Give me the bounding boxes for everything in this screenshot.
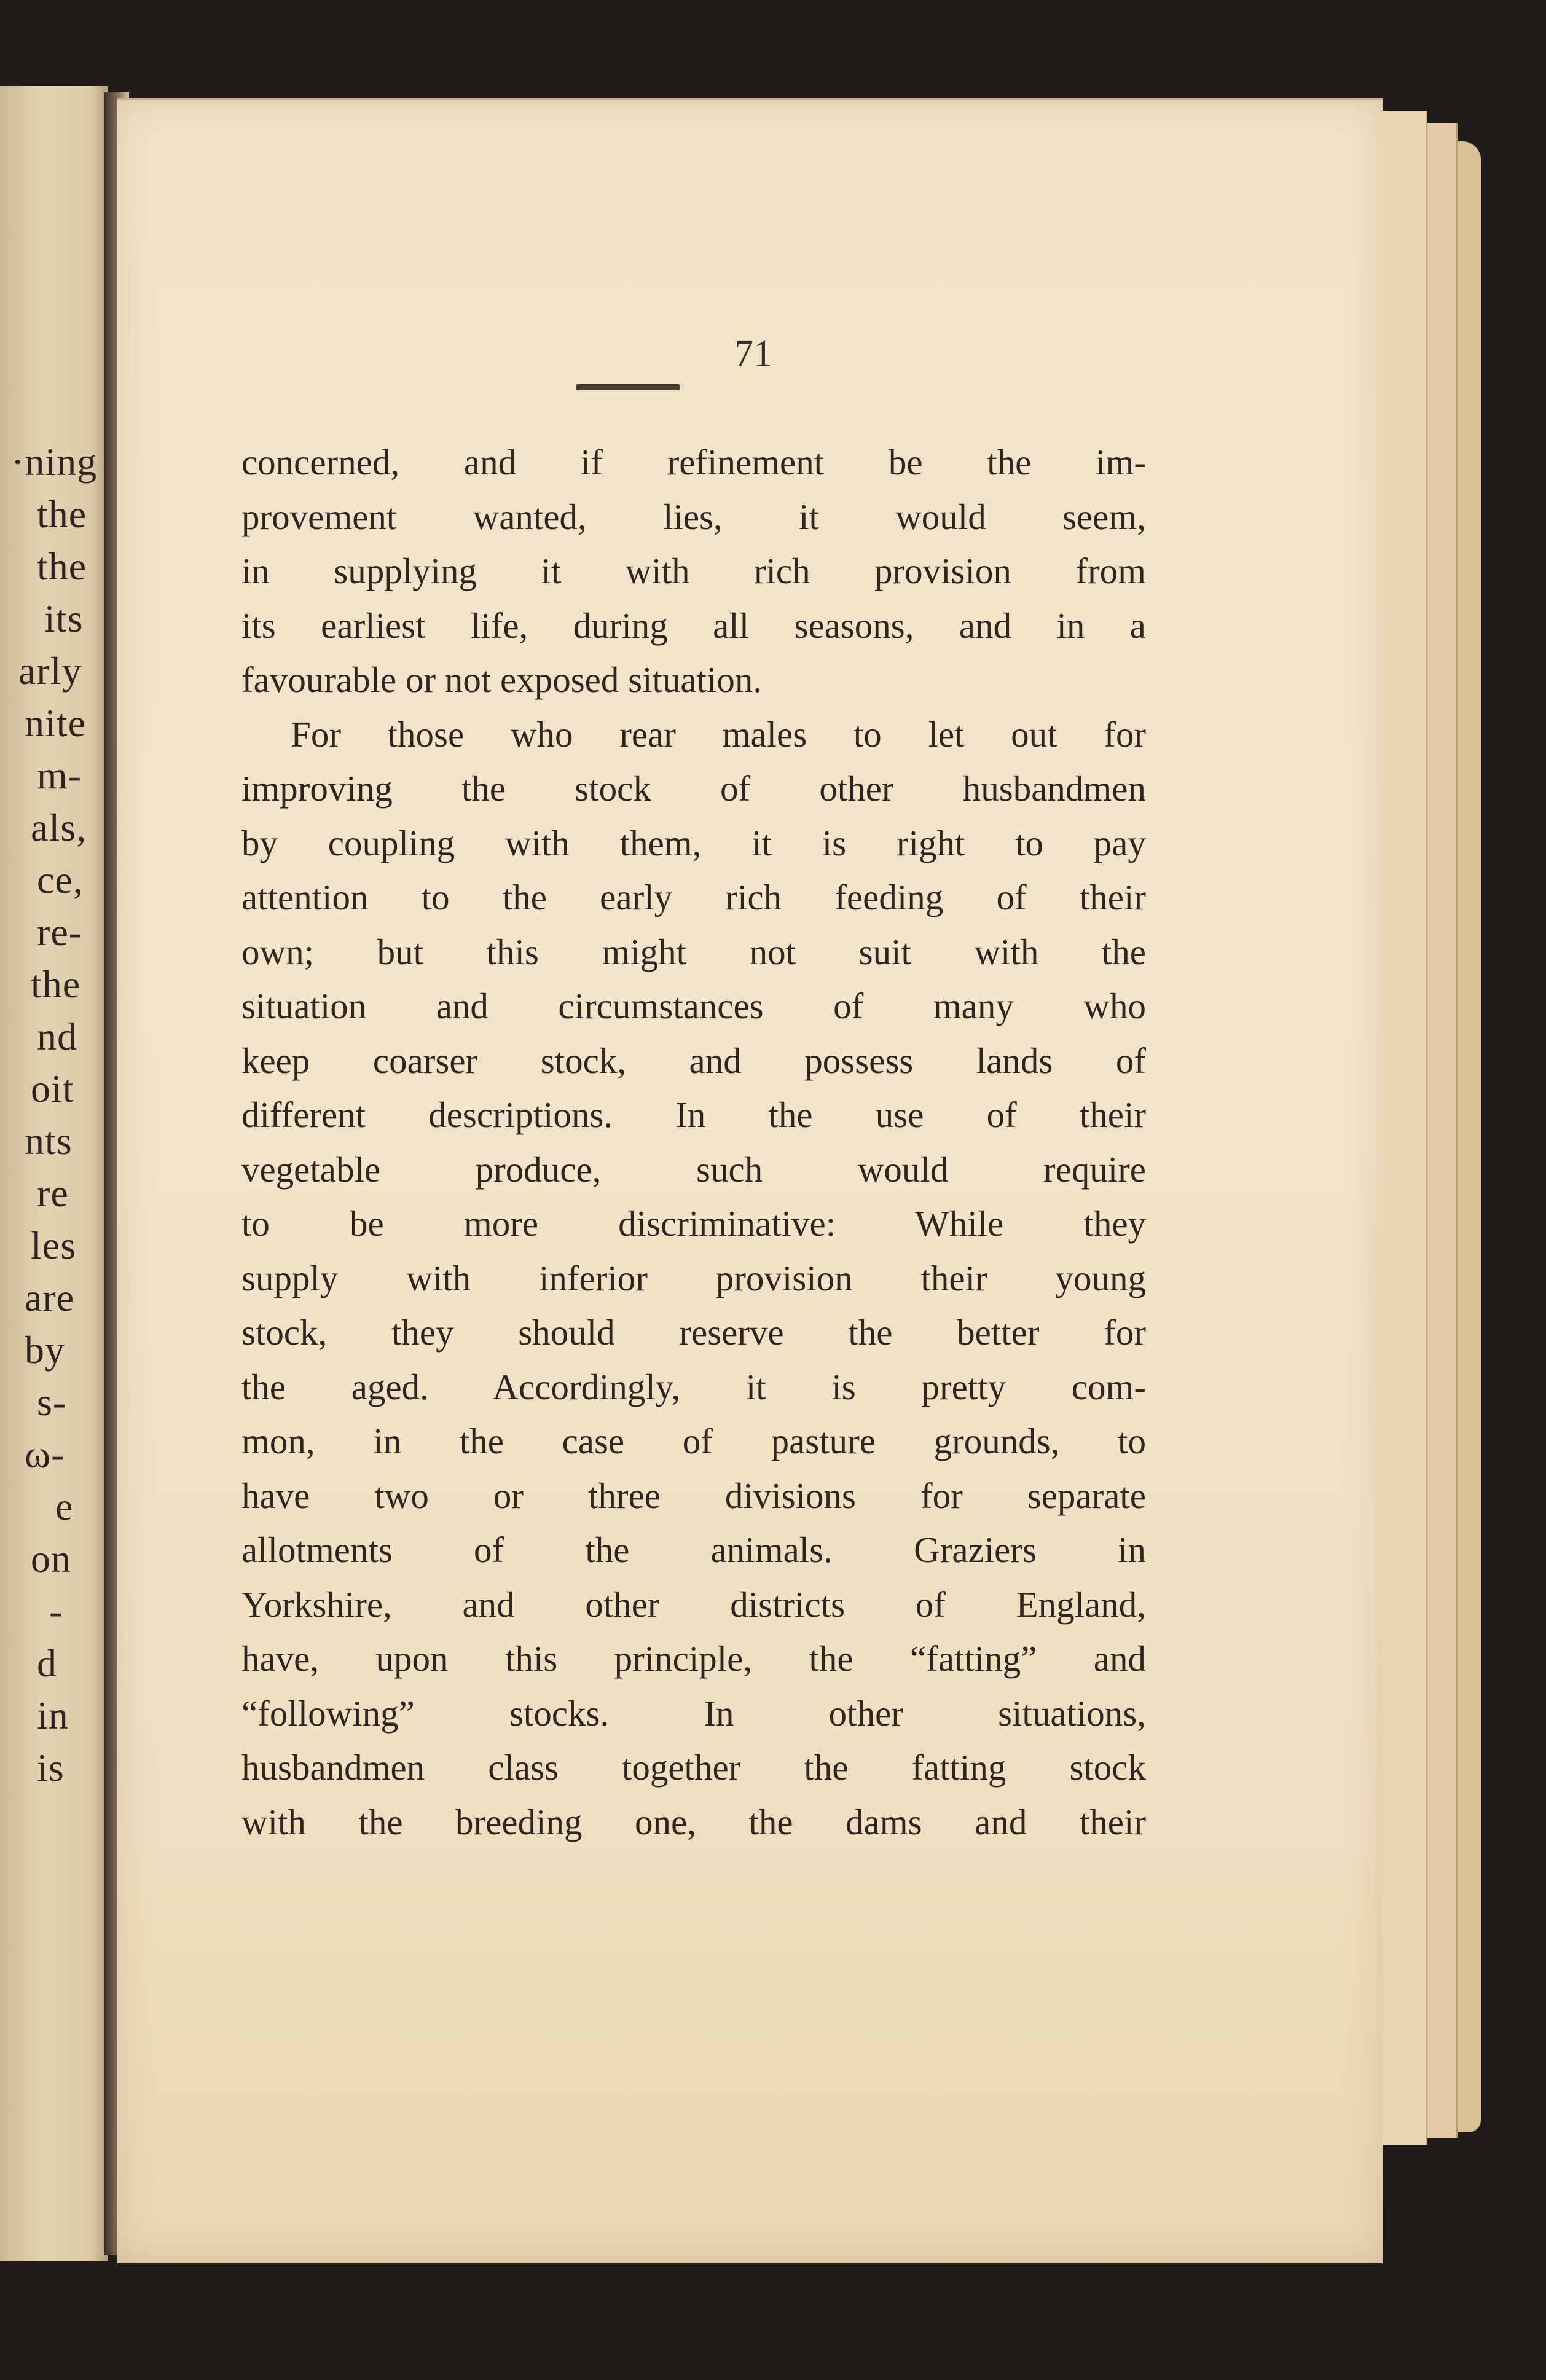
text-line: mon, in the case of pasture grounds, to: [241, 1421, 1146, 1461]
body-text: [241, 435, 1146, 1849]
left-fragment: the: [31, 962, 81, 1006]
left-fragment: m-: [37, 753, 82, 797]
book-page: [117, 98, 1383, 2263]
left-fragment: arly: [18, 649, 82, 693]
text-line: “following” stocks. In other situations,: [241, 1692, 1146, 1734]
adjacent-page-left: [0, 86, 108, 2261]
text-line: its earliest life, during all seasons, and in a: [241, 605, 1146, 646]
text-line: provement wanted, lies, it would seem,: [241, 496, 1146, 537]
left-fragment: nd: [37, 1015, 77, 1058]
text-line: husbandmen class together the fatting stock: [241, 1747, 1146, 1788]
text-line: by coupling with them, it is right to pay: [241, 822, 1146, 863]
text-line: improving the stock of other husbandmen: [241, 768, 1146, 809]
paragraph-start-line: For those who rear males to let out for: [291, 713, 1146, 755]
left-fragment: e: [55, 1485, 74, 1528]
left-fragment: on: [31, 1537, 71, 1581]
left-fragment: the: [37, 544, 87, 588]
text-line: stock, they should reserve the better for: [241, 1312, 1146, 1353]
left-fragment: -: [49, 1589, 63, 1633]
left-fragment: its: [44, 597, 84, 640]
left-fragment: nts: [25, 1119, 73, 1163]
left-fragment: les: [31, 1223, 77, 1267]
text-line: attention to the early rich feeding of their: [241, 877, 1146, 917]
text-line: the aged. Accordingly, it is pretty com-: [241, 1366, 1146, 1407]
left-fragment: re-: [37, 910, 83, 954]
text-line: have two or three divisions for separate: [241, 1475, 1146, 1516]
text-line: favourable or not exposed situation.: [241, 659, 763, 700]
text-line: vegetable produce, such would require: [241, 1149, 1146, 1190]
text-line: to be more discriminative: While they: [241, 1203, 1146, 1244]
left-fragment: are: [25, 1276, 75, 1319]
text-line: allotments of the animals. Graziers in: [241, 1530, 1146, 1570]
left-fragment: oit: [31, 1067, 74, 1110]
text-line: have, upon this principle, the “fatting” and: [241, 1638, 1146, 1679]
left-fragment: re: [37, 1171, 69, 1215]
left-fragment: als,: [31, 806, 87, 849]
text-line: situation and circumstances of many who: [241, 986, 1146, 1026]
header-rule: [576, 384, 680, 390]
text-line: supply with inferior provision their young: [241, 1257, 1146, 1298]
text-line: concerned, and if refinement be the im-: [241, 442, 1146, 482]
left-fragment: the: [37, 492, 87, 536]
left-fragment: by: [25, 1328, 65, 1372]
left-fragment: s-: [37, 1380, 67, 1424]
left-fragment: ce,: [37, 858, 84, 901]
left-fragment: ω-: [25, 1432, 65, 1476]
left-fragment: in: [37, 1694, 69, 1737]
page-number: 71: [734, 333, 772, 375]
text-line: in supplying it with rich provision from: [241, 551, 1146, 591]
text-line: different descriptions. In the use of their: [241, 1094, 1146, 1135]
text-line: keep coarser stock, and possess lands of: [241, 1040, 1146, 1081]
text-line: with the breeding one, the dams and their: [241, 1801, 1146, 1842]
text-line: own; but this might not suit with the: [241, 931, 1146, 972]
left-fragment: nite: [25, 701, 86, 745]
left-fragment: d: [37, 1641, 57, 1685]
left-fragment: ·ning: [11, 440, 98, 484]
text-line: Yorkshire, and other districts of England,: [241, 1584, 1146, 1625]
left-fragment: is: [37, 1746, 65, 1789]
